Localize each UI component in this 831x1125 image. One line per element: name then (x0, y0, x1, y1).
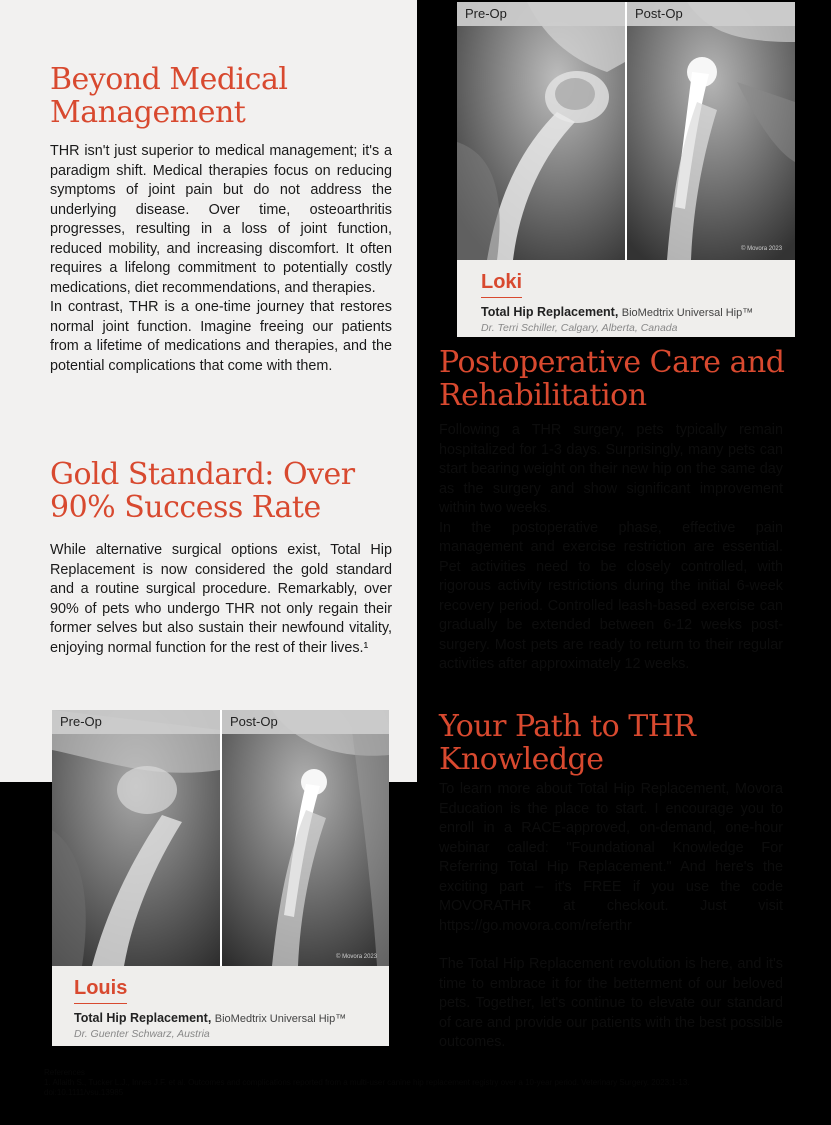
references (44, 1068, 764, 1098)
louis-postop-label: Post-Op (222, 710, 389, 734)
beyond-para-1: THR isn't just superior to medical management; it's a paradigm shift. Medical therapies focus on reducing symptoms of joint pain but do not address the underlying disease. Over time, osteoarthritis progresses, resulting in a loss of joint function, reduced mobility, and increasing discomfort. It often requires a lifelong commitment to potentially costly medications, diet recommendations, and therapies. (50, 143, 392, 296)
postop-para-1: Following a THR surgery, pets typically remain hospitalized for 1-3 days. Surprisingly, many pets can start bearing weight on their new hip on the same day as the surgery and show significant improvement within two weeks. (439, 422, 783, 516)
beyond-heading: Beyond Medical Management (50, 62, 288, 130)
loki-preop-label: Pre-Op (457, 2, 625, 26)
loki-preop-xray (457, 2, 625, 260)
louis-xray-card (52, 710, 389, 1046)
louis-procedure: Total Hip Replacement, BioMedtrix Universal Hip™ (74, 1011, 347, 1025)
loki-postop-label: Post-Op (627, 2, 795, 26)
path-para-1: To learn more about Total Hip Replacement, Movora Education is the place to start. I encourage you to enroll in a RACE-approved, on-demand, one-hour webinar called: "Foundational Knowledge For Referring Total Hip Replacement." And here's the exciting part – it's FREE if you use the code MOVORATHR at checkout. Just visit https://go.movora.com/referthr (439, 781, 783, 934)
loki-copyright: © Movora 2023 (741, 246, 783, 252)
gold-heading: Gold Standard: Over 90% Success Rate (50, 457, 355, 525)
louis-name: Louis (74, 976, 127, 1004)
gold-body (50, 541, 392, 658)
postop-para-2: In the postoperative phase, effective pain management and exercise restriction are essential. Pet activities need to be closely controlled, with rigorous activity restrictions during the initial 6-week recovery period. Controlled leash-based exercise can gradually be extended between 6-12 weeks post-surgery. Most pets are ready to return to their regular activities after approximately 12 weeks. (439, 519, 783, 672)
postop-heading: Postoperative Care and Rehabilitation (439, 345, 785, 413)
path-heading: Your Path to THR Knowledge (439, 709, 696, 777)
loki-xray-card (457, 2, 795, 337)
path-body (439, 780, 783, 1053)
louis-doctor: Dr. Guenter Schwarz, Austria (74, 1028, 210, 1040)
loki-procedure: Total Hip Replacement, BioMedtrix Universal Hip™ (481, 305, 754, 319)
loki-caption (457, 260, 795, 337)
louis-preop-label: Pre-Op (52, 710, 220, 734)
loki-postop-xray (627, 2, 795, 260)
references-heading: References (44, 1068, 85, 1077)
path-para-2: The Total Hip Replacement revolution is here, and it's time to embrace it for the betterment of our beloved pets. Together, let's continue to elevate our standard of care and provide our patients with the best possible outcomes. (439, 956, 783, 1050)
reference-item-1: 1. Allaith S., Tucker L.J., Innes J.F. et al. Outcomes and complications reported from a multi-user canine hip replacement registry over a 10-year period. Veterinary Surgery. 2023;1-13. doi:10.1111/vsu.13985 (44, 1078, 690, 1097)
beyond-body (50, 142, 392, 376)
gold-para-1: While alternative surgical options exist, Total Hip Replacement is now considered the gold standard and a routine surgical procedure. Remarkably, over 90% of pets who undergo THR not only regain their former selves but also sustain their newfound vitality, enjoying normal function for the rest of their lives.¹ (50, 542, 392, 656)
louis-caption (52, 966, 389, 1046)
loki-doctor: Dr. Terri Schiller, Calgary, Alberta, Canada (481, 322, 678, 334)
louis-postop-xray (222, 710, 389, 966)
postop-body (439, 421, 783, 675)
louis-preop-xray (52, 710, 220, 966)
loki-name: Loki (481, 270, 522, 298)
louis-copyright: © Movora 2023 (336, 954, 378, 960)
beyond-para-2: In contrast, THR is a one-time journey that restores normal joint function. Imagine freeing our patients from a lifetime of medications and therapies, and the potential complications that come with them. (50, 299, 392, 374)
